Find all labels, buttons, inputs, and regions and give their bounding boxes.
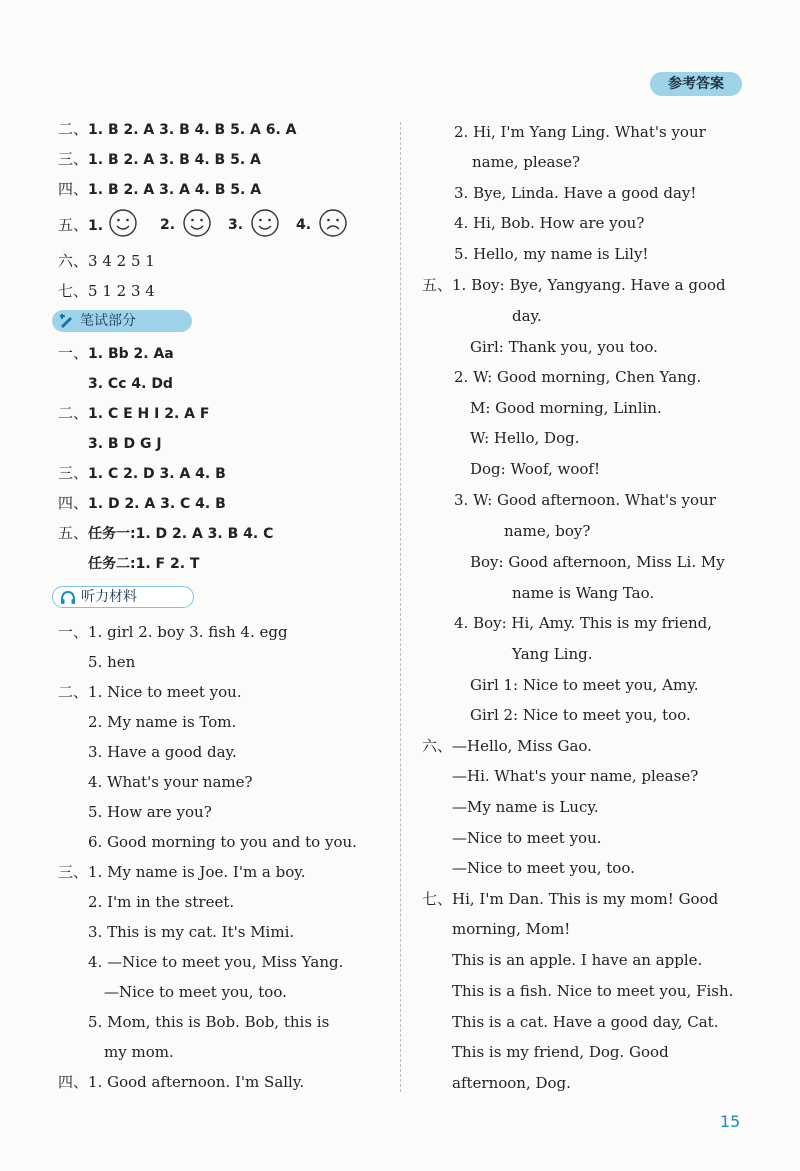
transcript-line: Yang Ling. [512, 645, 593, 663]
faces-answer-line: 五、1. [58, 216, 104, 234]
transcript-line: —Hi. What's your name, please? [452, 767, 699, 785]
transcript-line: 5. Mom, this is Bob. Bob, this is [88, 1013, 330, 1031]
answer-line: 七、5 1 2 3 4 [58, 282, 155, 300]
transcript-line: M: Good morning, Linlin. [470, 399, 662, 417]
transcript-line: 4. What's your name? [88, 773, 253, 791]
smile-icon [108, 208, 138, 238]
transcript-line: Dog: Woof, woof! [470, 460, 600, 478]
smile-icon [250, 208, 280, 238]
transcript-line: 四、1. Good afternoon. I'm Sally. [58, 1073, 305, 1091]
transcript-line: 5. Hello, my name is Lily! [454, 245, 649, 263]
transcript-line: 2. I'm in the street. [88, 893, 235, 911]
answer-line: 二、1. C E H I 2. A F [58, 404, 210, 422]
pen-icon [58, 312, 76, 330]
transcript-line: Girl 2: Nice to meet you, too. [470, 706, 691, 724]
transcript-line: 5. hen [88, 653, 136, 671]
transcript-line: 3. Bye, Linda. Have a good day! [454, 184, 697, 202]
transcript-line: name, boy? [504, 522, 591, 540]
sad-icon [318, 208, 348, 238]
transcript-line: 2. My name is Tom. [88, 713, 237, 731]
transcript-line: 2. Hi, I'm Yang Ling. What's your [454, 123, 706, 141]
answer-line: 三、1. B 2. A 3. B 4. B 5. A [58, 150, 261, 168]
answer-line: 五、任务一:1. D 2. A 3. B 4. C [58, 524, 274, 542]
answer-line: 一、1. Bb 2. Aa [58, 344, 174, 362]
transcript-line: This is an apple. I have an apple. [452, 951, 703, 969]
transcript-line: —Nice to meet you. [452, 829, 602, 847]
transcript-line: 5. How are you? [88, 803, 212, 821]
answer-line: 任务二:1. F 2. T [88, 556, 200, 572]
transcript-line: 3. Have a good day. [88, 743, 237, 761]
faces-label: 3. [228, 217, 244, 233]
transcript-line: 4. Hi, Bob. How are you? [454, 214, 645, 232]
answer-line: 四、1. D 2. A 3. C 4. B [58, 494, 226, 512]
transcript-line: 2. W: Good morning, Chen Yang. [454, 368, 702, 386]
transcript-line: 3. W: Good afternoon. What's your [454, 491, 716, 509]
transcript-line: 二、1. Nice to meet you. [58, 683, 242, 701]
transcript-line: 六、—Hello, Miss Gao. [422, 737, 592, 755]
answer-line: 3. B D G J [88, 436, 162, 452]
answer-line: 四、1. B 2. A 3. A 4. B 5. A [58, 180, 262, 198]
transcript-line: morning, Mom! [452, 920, 571, 938]
transcript-line: Boy: Good afternoon, Miss Li. My [470, 553, 725, 571]
answer-key-badge: 参考答案 [650, 72, 742, 96]
answer-line: 二、1. B 2. A 3. B 4. B 5. A 6. A [58, 120, 297, 138]
faces-label: 2. [160, 217, 176, 233]
answer-line: 3. Cc 4. Dd [88, 376, 173, 392]
transcript-line: 五、1. Boy: Bye, Yangyang. Have a good [422, 276, 726, 294]
transcript-line: Girl: Thank you, you too. [470, 338, 658, 356]
faces-label: 4. [296, 217, 312, 233]
transcript-line: —Nice to meet you, too. [452, 859, 635, 877]
smile-icon [182, 208, 212, 238]
answer-line: 三、1. C 2. D 3. A 4. B [58, 464, 226, 482]
transcript-line: This is a fish. Nice to meet you, Fish. [452, 982, 734, 1000]
page-number: 15 [720, 1112, 741, 1131]
transcript-line: 一、1. girl 2. boy 3. fish 4. egg [58, 623, 288, 641]
transcript-line: W: Hello, Dog. [470, 429, 580, 447]
transcript-line: 3. This is my cat. It's Mimi. [88, 923, 295, 941]
transcript-line: Girl 1: Nice to meet you, Amy. [470, 676, 699, 694]
listening-material-banner: 听力材料 [52, 586, 194, 608]
headphones-icon [59, 589, 77, 607]
transcript-line: afternoon, Dog. [452, 1074, 571, 1092]
transcript-line: my mom. [104, 1043, 174, 1061]
transcript-line: name is Wang Tao. [512, 584, 655, 602]
written-part-banner: 笔试部分 [52, 310, 192, 332]
answer-line: 六、3 4 2 5 1 [58, 252, 155, 270]
column-divider [400, 122, 401, 1092]
transcript-line: day. [512, 307, 542, 325]
transcript-line: 6. Good morning to you and to you. [88, 833, 357, 851]
transcript-line: 4. —Nice to meet you, Miss Yang. [88, 953, 344, 971]
transcript-line: 4. Boy: Hi, Amy. This is my friend, [454, 614, 713, 632]
transcript-line: name, please? [472, 153, 581, 171]
transcript-line: —Nice to meet you, too. [104, 983, 287, 1001]
transcript-line: This is my friend, Dog. Good [452, 1043, 669, 1061]
transcript-line: 三、1. My name is Joe. I'm a boy. [58, 863, 306, 881]
transcript-line: 七、Hi, I'm Dan. This is my mom! Good [422, 890, 719, 908]
transcript-line: —My name is Lucy. [452, 798, 599, 816]
transcript-line: This is a cat. Have a good day, Cat. [452, 1013, 719, 1031]
